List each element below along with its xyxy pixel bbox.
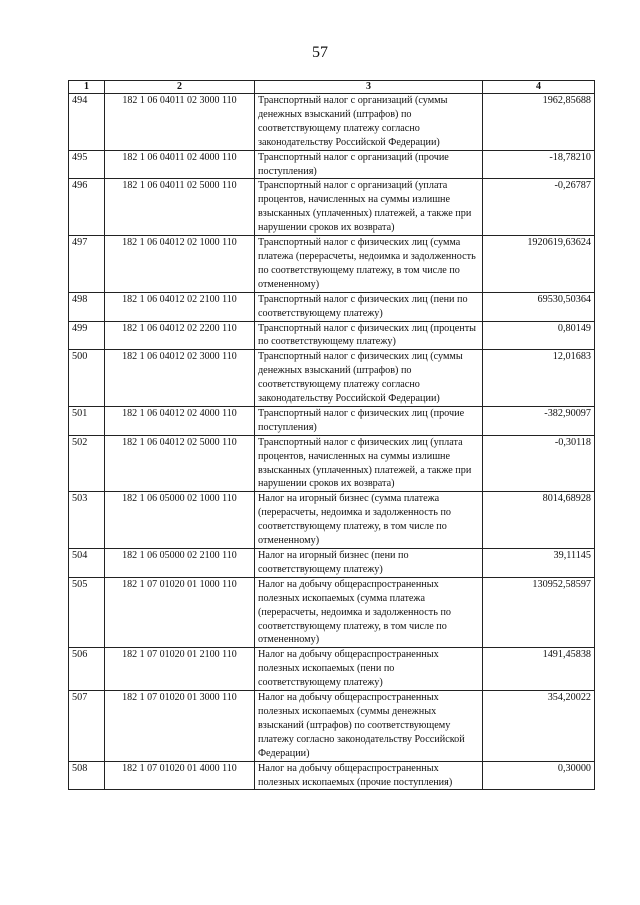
budget-code: 182 1 07 01020 01 2100 110 bbox=[105, 648, 255, 691]
amount: -382,90097 bbox=[483, 406, 595, 435]
table-row bbox=[69, 321, 595, 350]
budget-code: 182 1 06 04012 02 5000 110 bbox=[105, 435, 255, 492]
row-number: 499 bbox=[69, 321, 105, 350]
description: Налог на добычу общераспространенных полезных ископаемых (прочие поступления) bbox=[255, 761, 483, 790]
budget-code: 182 1 06 04012 02 1000 110 bbox=[105, 236, 255, 293]
budget-code: 182 1 07 01020 01 4000 110 bbox=[105, 761, 255, 790]
table-row bbox=[69, 577, 595, 648]
description: Транспортный налог с физических лиц (уплата процентов, начисленных на суммы излишне взысканных (уплаченных) платежей, а также при нарушении сроков их возврата) bbox=[255, 435, 483, 492]
description: Транспортный налог с физических лиц (сумма платежа (перерасчеты, недоимка и задолженность по соответствующему платежу, в том числе по отмененному) bbox=[255, 236, 483, 293]
row-number: 497 bbox=[69, 236, 105, 293]
amount: 354,20022 bbox=[483, 691, 595, 762]
description: Налог на добычу общераспространенных полезных ископаемых (суммы денежных взысканий (штрафов) по соответствующему платежу согласно законодательству Российской Федерации) bbox=[255, 691, 483, 762]
page-number: 57 bbox=[312, 44, 328, 61]
budget-code: 182 1 06 04012 02 3000 110 bbox=[105, 350, 255, 407]
header-row bbox=[69, 81, 595, 94]
header-col-2: 2 bbox=[105, 81, 255, 94]
amount: -18,78210 bbox=[483, 150, 595, 179]
row-number: 502 bbox=[69, 435, 105, 492]
table-row bbox=[69, 292, 595, 321]
row-number: 498 bbox=[69, 292, 105, 321]
header-col-4: 4 bbox=[483, 81, 595, 94]
description: Транспортный налог с физических лиц (суммы денежных взысканий (штрафов) по соответствующему платежу согласно законодательству Российской Федерации) bbox=[255, 350, 483, 407]
header-col-3: 3 bbox=[255, 81, 483, 94]
description: Налог на добычу общераспространенных полезных ископаемых (сумма платежа (перерасчеты, недоимка и задолженность по соответствующему платежу, в том числе по отмененному) bbox=[255, 577, 483, 648]
amount: 1491,45838 bbox=[483, 648, 595, 691]
budget-code: 182 1 06 05000 02 2100 110 bbox=[105, 549, 255, 578]
amount: 1962,85688 bbox=[483, 94, 595, 151]
description: Налог на игорный бизнес (сумма платежа (перерасчеты, недоимка и задолженность по соответствующему платежу, в том числе по отмененному) bbox=[255, 492, 483, 549]
table-row bbox=[69, 648, 595, 691]
row-number: 495 bbox=[69, 150, 105, 179]
row-number: 501 bbox=[69, 406, 105, 435]
description: Транспортный налог с организаций (суммы денежных взысканий (штрафов) по соответствующему платежу согласно законодательству Российской Федерации) bbox=[255, 94, 483, 151]
amount: 130952,58597 bbox=[483, 577, 595, 648]
table-row bbox=[69, 406, 595, 435]
table-row bbox=[69, 150, 595, 179]
header-col-1: 1 bbox=[69, 81, 105, 94]
description: Налог на игорный бизнес (пени по соответствующему платежу) bbox=[255, 549, 483, 578]
amount: -0,30118 bbox=[483, 435, 595, 492]
table-row bbox=[69, 549, 595, 578]
row-number: 507 bbox=[69, 691, 105, 762]
budget-code: 182 1 06 04012 02 2200 110 bbox=[105, 321, 255, 350]
amount: 0,80149 bbox=[483, 321, 595, 350]
amount: 0,30000 bbox=[483, 761, 595, 790]
amount: 39,11145 bbox=[483, 549, 595, 578]
table-row bbox=[69, 435, 595, 492]
description: Налог на добычу общераспространенных полезных ископаемых (пени по соответствующему платежу) bbox=[255, 648, 483, 691]
budget-code: 182 1 06 04012 02 2100 110 bbox=[105, 292, 255, 321]
table-row bbox=[69, 761, 595, 790]
table-row bbox=[69, 691, 595, 762]
table-row bbox=[69, 236, 595, 293]
budget-code: 182 1 06 04011 02 4000 110 bbox=[105, 150, 255, 179]
row-number: 504 bbox=[69, 549, 105, 578]
table-row bbox=[69, 94, 595, 151]
row-number: 505 bbox=[69, 577, 105, 648]
amount: 12,01683 bbox=[483, 350, 595, 407]
amount: 69530,50364 bbox=[483, 292, 595, 321]
table-header bbox=[69, 81, 595, 94]
budget-code: 182 1 07 01020 01 3000 110 bbox=[105, 691, 255, 762]
description: Транспортный налог с физических лиц (проценты по соответствующему платежу) bbox=[255, 321, 483, 350]
row-number: 500 bbox=[69, 350, 105, 407]
description: Транспортный налог с организаций (прочие поступления) bbox=[255, 150, 483, 179]
description: Транспортный налог с физических лиц (прочие поступления) bbox=[255, 406, 483, 435]
row-number: 503 bbox=[69, 492, 105, 549]
table-body bbox=[69, 94, 595, 790]
amount: 8014,68928 bbox=[483, 492, 595, 549]
row-number: 508 bbox=[69, 761, 105, 790]
row-number: 506 bbox=[69, 648, 105, 691]
table-row bbox=[69, 179, 595, 236]
budget-table bbox=[68, 80, 595, 790]
row-number: 496 bbox=[69, 179, 105, 236]
budget-code: 182 1 06 04011 02 5000 110 bbox=[105, 179, 255, 236]
description: Транспортный налог с физических лиц (пени по соответствующему платежу) bbox=[255, 292, 483, 321]
table-row bbox=[69, 350, 595, 407]
budget-code: 182 1 06 04012 02 4000 110 bbox=[105, 406, 255, 435]
amount: -0,26787 bbox=[483, 179, 595, 236]
row-number: 494 bbox=[69, 94, 105, 151]
budget-code: 182 1 06 04011 02 3000 110 bbox=[105, 94, 255, 151]
budget-code: 182 1 07 01020 01 1000 110 bbox=[105, 577, 255, 648]
budget-code: 182 1 06 05000 02 1000 110 bbox=[105, 492, 255, 549]
amount: 1920619,63624 bbox=[483, 236, 595, 293]
description: Транспортный налог с организаций (уплата процентов, начисленных на суммы излишне взысканных (уплаченных) платежей, а также при нарушении сроков их возврата) bbox=[255, 179, 483, 236]
table-row bbox=[69, 492, 595, 549]
